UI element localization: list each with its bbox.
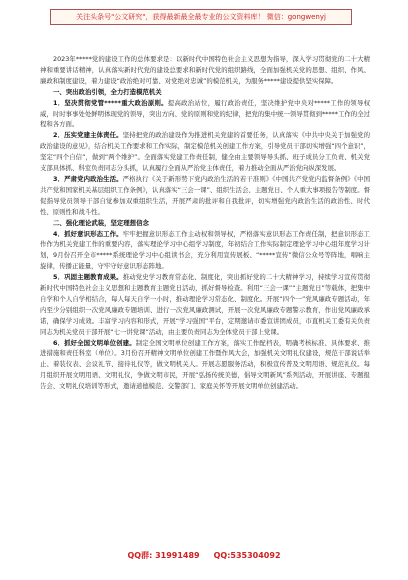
item-paragraph-2: [40, 130, 370, 174]
item-lead: 6．抓好全国文明单位创建。: [53, 338, 136, 347]
item-body: 提高政治站位，履行政治责任，坚决维护党中央对*****工作的领导权威，时时事事处处鲜明体现党的领导，突出方向、党的原则和党的纪律，把党的集中统一领导贯彻到*****工作的全过程和各方面。: [40, 98, 370, 129]
item-paragraph-3: [40, 174, 370, 218]
item-lead: 2．压实党建主体责任。: [53, 131, 123, 140]
promo-banner[interactable]: [50, 9, 352, 25]
item-lead: 1．坚决贯彻党管*****重大政治原则。: [53, 98, 168, 107]
section-heading-2: 二、强化理论武装，坚定理想信念: [53, 218, 149, 227]
intro-paragraph: 2023年*****党的建设工作的总体要求是：以新时代中国特色社会主义思想为指导，深入学习贯彻党的二十大精神和重要讲话精神，认真落实新时代党的建设总要求和新时代党的组织路线，全面加强机关党的思想、组织、作风、廉政和制度建设，着力建设“政治绝对可靠、对党绝对忠诚”的模范机关，为服务*****建设提供坚实保障。: [40, 55, 370, 85]
section-heading-1: 一、突出政治引领，全力打造模范机关: [53, 87, 162, 96]
qq-label: QQ:535304092: [213, 550, 281, 560]
item-body: 坚持把党的政治建设作为推进机关党建的首要任务，认真落实《中共中央关于加强党的政治建设的意见》，结合机关工作要求和工作实际，制定模范机关创建工作方案，引导党员干部切实增强“四个意识”，坚定“四个自信”，做到“两个维护”。全面落实党建工作责任制，健全由主要领导导头抓、班子成员分工负责、机关党支部具体抓、科室负责同志分头抓，认真履行全面从严治党主体责任，着力推动全面从严治党向纵深发展。: [40, 131, 370, 173]
promo-banner-text: 关注头条号"公文研究"，获得最新最全最专业的公文资料库！ 微信：gongwenyj: [76, 12, 326, 21]
item-paragraph-6: [40, 338, 370, 393]
item-lead: 3．严肃党内政治生活。: [53, 174, 123, 183]
item-body: 制定全国文明单位创建工作方案，落实工作配档表，明确考核标准、具体要求、推进措施和责任科室（单位）。3月份召开精神文明单位创建工作暨作风大会，加强机关文明礼仪建设，规范干部说话举止、着装仪表、会议礼节、接待礼仪等，做文明机关人。开展志愿服务活动，积极宣传普及文明用语、规范礼仪。每月组织开展文明用语、文明礼仪，争做文明市民，开展“弘扬传统美德，倡导文明新风”系列活动，开展讲座、专题报告会、文明礼仪培训等形式，邀请道德模范、交警部门、家庭关怀等开展文明单位创建活动。: [40, 338, 371, 391]
item-paragraph-4: [40, 229, 370, 273]
qq-group-label: QQ群: 31991489: [127, 550, 200, 560]
contact-footer: [0, 548, 408, 562]
item-body: 严格执行《关于新形势下党内政治生活的若干准则》《中国共产党党内监督条例》《中国共产党和国家机关基层组织工作条例》，认真落实“三会一课”、组织生活会、主题党日、个人重大事项报告等制度。督促指导党员领导干部自觉参加双重组织生活，开展严肃的批评和自我批评，切实增强党内政治生活的政治性、时代性、原则性和战斗性。: [40, 174, 370, 216]
item-paragraph-5: [40, 272, 370, 337]
item-paragraph-1: [40, 98, 370, 131]
item-body: 牢牢把握意识形态工作主动权和领导权，严格落实意识形态工作责任制，把意识形态工作作为机关党建工作的重要内容，落实理论学习中心组学习制度，年初结合工作实际制定理论学习中心组年度学习计划，9月份召开全市*****系统理论学习中心组读书会，充分利用宣传展板、“*****宣传”微信公众号等阵地，唱响主旋律，传播正能量，守牢守好意识形态阵地。: [40, 229, 370, 271]
document-body: [40, 54, 370, 392]
item-body: 推动党史学习教育常态化、制度化，突出抓好党的二十大精神学习，持续学习宣传贯彻新时代中国特色社会主义思想和主题教育主题党日活动，抓好督导检查。利用“三会一课”“主题党日”等载体，把集中自学和个人自学相结合，每人每天自学一小时，推动理论学习常态化、制度化。开展“四个一”党风廉政专题活动，年内至少分别组织一次党风廉政专题培训、进行一次党风廉政测试，开展一次党风廉政专题警示教育，作出党风廉政承诺，确保学习成效。丰富学习内容和形式，开展“学习强国”平台，定期邀请市委宣讲团成员，市直机关工委有关负责同志为机关党员干部开展“七一讲党课”活动，由主要负责同志为全体党员干部上党课。: [40, 273, 370, 336]
item-lead: 5．巩固主题教育成果。: [53, 273, 123, 282]
item-lead: 4．抓好意识形态工作。: [53, 229, 123, 238]
